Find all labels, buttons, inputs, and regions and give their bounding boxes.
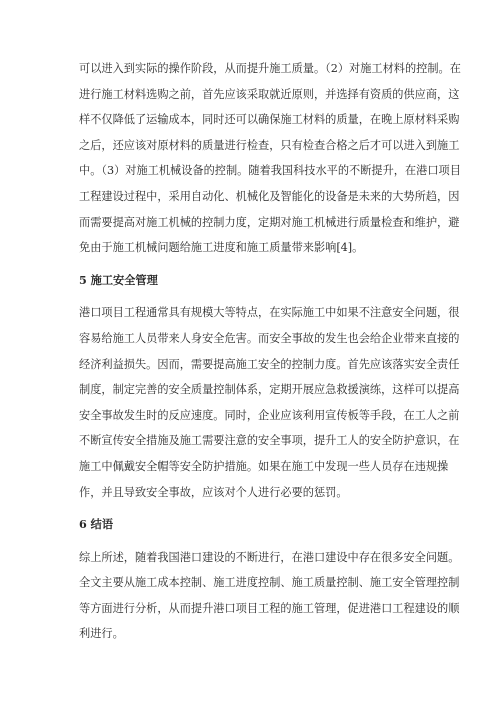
- text-line: 全文主要从施工成本控制、施工进度控制、施工质量控制、施工安全管理控制: [79, 576, 460, 590]
- text-line: 而需要提高对施工机械的控制力度，定期对施工机械进行质量检查和维护，避: [79, 215, 460, 229]
- text-line: 经济利益损失。因而，需要提高施工安全的控制力度。首先应该落实安全责任: [79, 357, 460, 371]
- text-line: 可以进入到实际的操作阶段，从而提升施工质量。（2）对施工材料的控制。在: [79, 62, 461, 75]
- text-line: 中。（3）对施工机械设备的控制。随着我国科技水平的不断提升，在港口项目: [79, 164, 461, 178]
- text-line: 样不仅降低了运输成本，同时还可以确保施工材料的质量，在晚上原材料采购: [79, 113, 460, 127]
- text-line: 不断宣传安全措施及施工需要注意的安全事项，提升工人的安全防护意识，在: [79, 434, 460, 448]
- text-line: 之后，还应该对原材料的质量进行检查，只有检查合格之后才可以进入到施工: [79, 138, 460, 152]
- text-line: 利进行。: [79, 627, 124, 641]
- text-line: 进行施工材料选购之前，首先应该采取就近原则，并选择有资质的供应商，这: [79, 87, 460, 101]
- text-line: 综上所述，随着我国港口建设的不断进行，在港口建设中存在很多安全问题。: [79, 550, 460, 564]
- text-line: 安全事故发生时的反应速度。同时，企业应该利用宣传板等手段，在工人之前: [79, 408, 460, 422]
- section-heading-safety: 5 施工安全管理: [79, 272, 158, 287]
- text-line: 制度，制定完善的安全质量控制体系，定期开展应急救援演练，这样可以提高: [79, 383, 460, 397]
- text-line: 免由于施工机械问题给施工进度和施工质量带来影响[4]。: [79, 241, 364, 255]
- paragraph-materials-machinery: [79, 56, 461, 261]
- text-line: 等方面进行分析，从而提升港口项目工程的施工管理，促进港口工程建设的顺: [79, 601, 460, 615]
- section-heading-conclusion: 6 结语: [79, 517, 114, 532]
- text-line: 容易给施工人员带来人身安全危害。而安全事故的发生也会给企业带来直接的: [79, 331, 460, 345]
- paragraph-conclusion: [79, 545, 460, 647]
- document-page: [79, 56, 461, 647]
- text-line: 工程建设过程中，采用自动化、机械化及智能化的设备是未来的大势所趋，因: [79, 189, 460, 203]
- text-line: 港口项目工程通常具有规模大等特点，在实际施工中如果不注意安全问题，很: [79, 306, 460, 320]
- text-line: 施工中佩戴安全帽等安全防护措施。如果在施工中发现一些人员存在违规操: [79, 459, 449, 473]
- text-line: 作，并且导致安全事故，应该对个人进行必要的惩罚。: [79, 485, 348, 499]
- paragraph-safety-management: [79, 300, 460, 505]
